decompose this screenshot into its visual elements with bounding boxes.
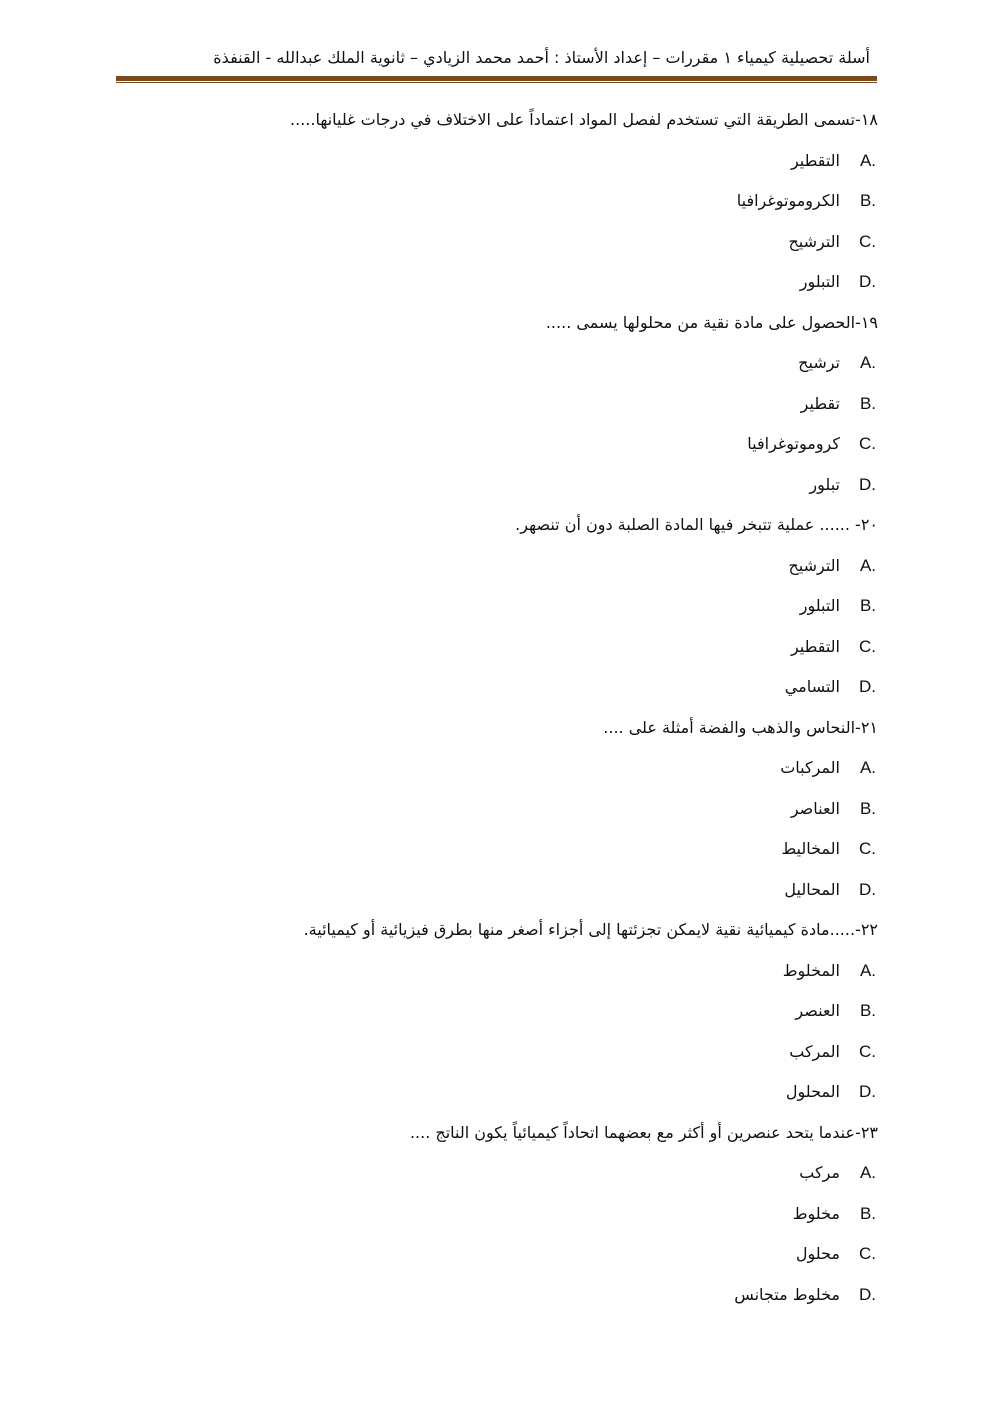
option-text: مخلوط متجانس — [734, 1284, 840, 1304]
option-letter: A. — [859, 555, 876, 575]
option-a — [180, 748, 878, 789]
option-c — [180, 1032, 878, 1073]
option-text: مخلوط — [792, 1203, 840, 1223]
option-letter: B. — [859, 191, 876, 210]
question-21 — [180, 708, 878, 749]
option-c — [180, 424, 878, 465]
option-text: الترشيح — [788, 555, 840, 575]
option-letter: D. — [859, 1082, 876, 1101]
option-text: مركب — [799, 1163, 840, 1182]
option-text: تقطير — [800, 393, 840, 413]
questions-list — [180, 100, 878, 1315]
option-letter: D. — [859, 272, 876, 291]
option-d — [180, 1072, 878, 1113]
option-d — [180, 465, 878, 506]
question-text: الحصول على مادة نقية من محلولها يسمى ..... — [545, 312, 856, 332]
option-letter: A. — [859, 1163, 876, 1182]
option-text: محلول — [795, 1244, 840, 1263]
option-text: العنصر — [795, 1001, 840, 1020]
option-text: التسامي — [784, 677, 840, 696]
option-text: المخاليط — [781, 839, 840, 858]
option-d — [180, 1275, 878, 1316]
option-text: ترشيح — [798, 353, 840, 372]
option-a — [180, 951, 878, 992]
header-title: أسلة تحصيلية كيمياء ١ مقررات – إعداد الأستاذ : أحمد محمد الزيادي – ثانوية الملك عبدالله - القنفذة — [213, 48, 870, 67]
option-c — [180, 627, 878, 668]
option-text: كروموتوغرافيا — [747, 434, 840, 453]
option-text: المحاليل — [784, 879, 840, 899]
option-b — [180, 991, 878, 1032]
option-text: الترشيح — [788, 231, 840, 251]
question-22 — [180, 910, 878, 951]
question-number: ١٩- — [855, 312, 878, 332]
question-text: .....مادة كيميائية نقية لايمكن تجزئتها إلى أجزاء أصغر منها بطرق فيزيائية أو كيميائية. — [303, 920, 856, 939]
option-a — [180, 343, 878, 384]
option-text: الكروموتوغرافيا — [736, 191, 840, 210]
option-d — [180, 262, 878, 303]
option-letter: B. — [859, 798, 876, 818]
question-23 — [180, 1113, 878, 1154]
option-text: التبلور — [799, 272, 840, 291]
option-letter: C. — [859, 231, 876, 251]
question-number: ٢٣- — [855, 1122, 878, 1142]
option-letter: A. — [859, 353, 876, 372]
option-text: المركبات — [780, 758, 840, 777]
option-text: المخلوط — [782, 960, 840, 980]
option-b — [180, 586, 878, 627]
question-text: ...... عملية تتبخر فيها المادة الصلبة دون أن تنصهر. — [515, 515, 856, 534]
header-rule-thick — [116, 76, 877, 81]
page-header — [118, 44, 876, 74]
option-letter: D. — [859, 1284, 876, 1304]
option-letter: C. — [859, 1041, 876, 1061]
option-a — [180, 546, 878, 587]
option-b — [180, 384, 878, 425]
question-18 — [180, 100, 878, 141]
option-letter: C. — [859, 636, 876, 656]
option-letter: A. — [859, 960, 876, 980]
question-number: ٢١- — [855, 717, 878, 737]
header-rule-thin — [116, 82, 877, 83]
option-letter: B. — [859, 1001, 876, 1020]
option-d — [180, 667, 878, 708]
option-c — [180, 1234, 878, 1275]
option-c — [180, 222, 878, 263]
option-text: التقطير — [790, 636, 840, 656]
option-text: المحلول — [785, 1082, 840, 1101]
option-letter: B. — [859, 1203, 876, 1223]
question-19 — [180, 303, 878, 344]
option-c — [180, 829, 878, 870]
option-text: التبلور — [799, 596, 840, 615]
option-text: المركب — [789, 1041, 840, 1061]
option-letter: C. — [859, 434, 876, 453]
option-b — [180, 789, 878, 830]
option-letter: A. — [859, 150, 876, 170]
question-number: ١٨- — [855, 110, 878, 129]
option-letter: D. — [859, 474, 876, 494]
option-d — [180, 870, 878, 911]
option-text: تبلور — [809, 474, 840, 494]
question-number: ٢٢- — [855, 920, 878, 939]
question-20 — [180, 505, 878, 546]
option-b — [180, 1194, 878, 1235]
question-text: عندما يتحد عنصرين أو أكثر مع بعضهما اتحاداً كيميائياً يكون الناتج .... — [409, 1122, 856, 1142]
question-number: ٢٠- — [855, 515, 878, 534]
option-letter: D. — [859, 677, 876, 696]
question-text: تسمى الطريقة التي تستخدم لفصل المواد اعتماداً على الاختلاف في درجات غليانها..... — [290, 110, 856, 129]
option-letter: B. — [859, 596, 876, 615]
option-a — [180, 141, 878, 182]
option-letter: B. — [859, 393, 876, 413]
option-text: العناصر — [790, 798, 840, 818]
option-letter: C. — [859, 1244, 876, 1263]
option-letter: A. — [859, 758, 876, 777]
question-text: النحاس والذهب والفضة أمثلة على .... — [603, 717, 856, 737]
option-letter: D. — [859, 879, 876, 899]
option-text: التقطير — [790, 150, 840, 170]
option-a — [180, 1153, 878, 1194]
option-b — [180, 181, 878, 222]
option-letter: C. — [859, 839, 876, 858]
